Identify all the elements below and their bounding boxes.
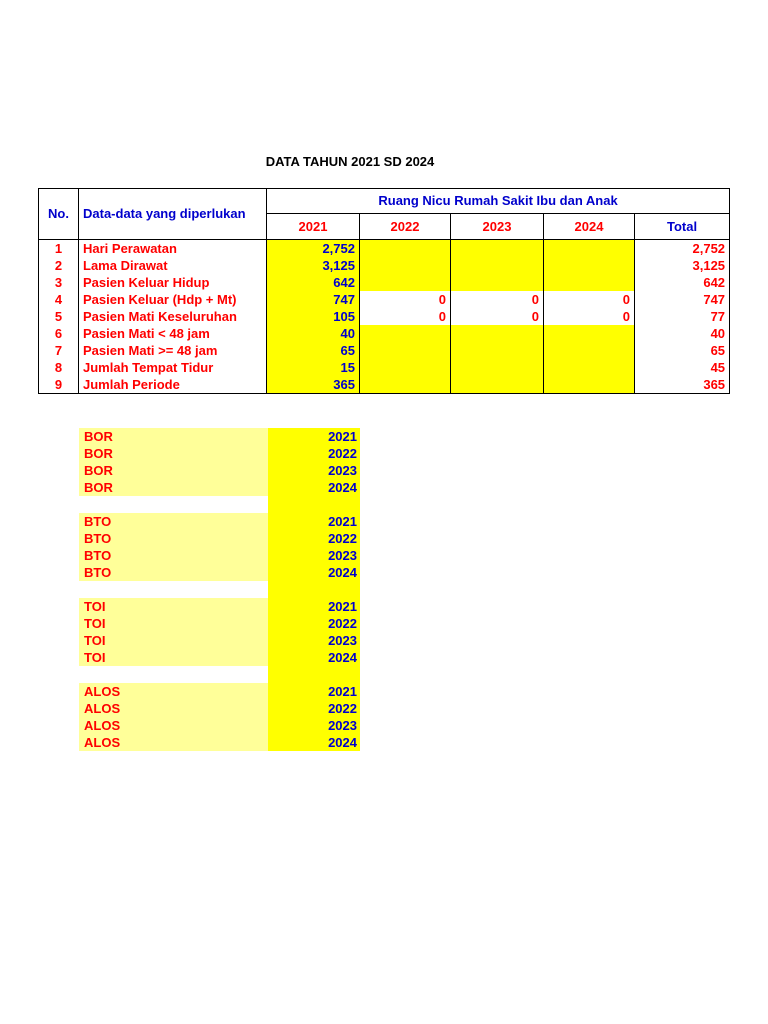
row-total: 3,125	[635, 257, 730, 274]
title-text: DATA TAHUN 2021 SD 2024	[265, 154, 435, 169]
row-value-2022: 0	[360, 291, 451, 308]
row-value-2022	[360, 240, 451, 258]
row-label: Pasien Keluar (Hdp + Mt)	[79, 291, 267, 308]
ratio-label: BTO	[79, 564, 268, 581]
row-no: 5	[39, 308, 79, 325]
table-row	[39, 376, 730, 394]
row-value-2024	[544, 342, 635, 359]
ratio-row	[79, 683, 360, 700]
row-value-2021: 15	[267, 359, 360, 376]
row-no: 7	[39, 342, 79, 359]
ratio-label: ALOS	[79, 700, 268, 717]
header-year-2024: 2024	[544, 214, 635, 240]
ratio-row	[79, 615, 360, 632]
ratio-year: 2023	[268, 632, 360, 649]
row-value-2022: 0	[360, 308, 451, 325]
ratio-year: 2024	[268, 479, 360, 496]
ratio-label: BOR	[79, 428, 268, 445]
ratio-label: BOR	[79, 445, 268, 462]
ratio-spacer	[79, 581, 360, 598]
row-label: Pasien Mati Keseluruhan	[79, 308, 267, 325]
ratio-year: 2023	[268, 547, 360, 564]
row-total: 642	[635, 274, 730, 291]
ratio-year: 2022	[268, 445, 360, 462]
row-value-2024	[544, 240, 635, 258]
ratio-year: 2024	[268, 564, 360, 581]
header-year-2021: 2021	[267, 214, 360, 240]
ratio-row	[79, 717, 360, 734]
header-year-2023: 2023	[451, 214, 544, 240]
row-label: Pasien Keluar Hidup	[79, 274, 267, 291]
row-total: 65	[635, 342, 730, 359]
ratio-year: 2022	[268, 530, 360, 547]
row-value-2021: 65	[267, 342, 360, 359]
row-value-2022	[360, 274, 451, 291]
ratio-label: TOI	[79, 598, 268, 615]
row-value-2024	[544, 325, 635, 342]
ratio-spacer	[79, 666, 360, 683]
ratio-year: 2021	[268, 683, 360, 700]
header-group	[267, 189, 730, 214]
ratio-label: TOI	[79, 632, 268, 649]
table-row	[39, 257, 730, 274]
row-value-2022	[360, 257, 451, 274]
ratio-list	[79, 428, 360, 751]
ratio-row	[79, 479, 360, 496]
table-row	[39, 274, 730, 291]
ratio-label: BTO	[79, 547, 268, 564]
ratio-year: 2021	[268, 428, 360, 445]
ratio-year: 2023	[268, 462, 360, 479]
row-value-2023: 0	[451, 291, 544, 308]
row-label: Lama Dirawat	[79, 257, 267, 274]
row-value-2022	[360, 376, 451, 394]
row-label: Jumlah Periode	[79, 376, 267, 394]
row-no: 9	[39, 376, 79, 394]
row-value-2023	[451, 325, 544, 342]
ratio-label: TOI	[79, 649, 268, 666]
ratio-year: 2021	[268, 513, 360, 530]
row-value-2024: 0	[544, 291, 635, 308]
row-label: Pasien Mati < 48 jam	[79, 325, 267, 342]
row-value-2023	[451, 376, 544, 394]
row-value-2023	[451, 240, 544, 258]
header-total: Total	[635, 214, 730, 240]
ratio-row	[79, 632, 360, 649]
row-value-2024	[544, 257, 635, 274]
ratio-year: 2022	[268, 615, 360, 632]
row-value-2021: 105	[267, 308, 360, 325]
table-body	[39, 240, 730, 394]
ratio-spacer	[79, 496, 360, 513]
ratio-row	[79, 462, 360, 479]
ratio-label: BTO	[79, 513, 268, 530]
row-value-2022	[360, 359, 451, 376]
ratio-year: 2024	[268, 649, 360, 666]
ratio-row	[79, 700, 360, 717]
ratio-label: BTO	[79, 530, 268, 547]
ratio-label: TOI	[79, 615, 268, 632]
row-label: Hari Perawatan	[79, 240, 267, 258]
row-value-2022	[360, 325, 451, 342]
row-value-2024	[544, 376, 635, 394]
ratio-year: 2022	[268, 700, 360, 717]
table-row	[39, 240, 730, 258]
data-table	[38, 188, 730, 394]
row-value-2024: 0	[544, 308, 635, 325]
ratio-label: BOR	[79, 462, 268, 479]
row-total: 45	[635, 359, 730, 376]
header-group-text: Ruang Nicu Rumah Sakit Ibu dan Anak	[378, 193, 618, 208]
row-no: 1	[39, 240, 79, 258]
header-no: No.	[39, 189, 79, 240]
row-value-2021: 40	[267, 325, 360, 342]
ratio-row	[79, 445, 360, 462]
row-total: 747	[635, 291, 730, 308]
ratio-row	[79, 598, 360, 615]
row-value-2021: 3,125	[267, 257, 360, 274]
row-value-2022	[360, 342, 451, 359]
row-no: 6	[39, 325, 79, 342]
header-year-2022: 2022	[360, 214, 451, 240]
row-value-2023: 0	[451, 308, 544, 325]
ratio-year: 2023	[268, 717, 360, 734]
ratio-row	[79, 428, 360, 445]
ratio-row	[79, 513, 360, 530]
header-data: Data-data yang diperlukan	[79, 189, 267, 240]
row-total: 40	[635, 325, 730, 342]
row-value-2024	[544, 274, 635, 291]
ratio-row	[79, 564, 360, 581]
ratio-row	[79, 649, 360, 666]
table-row	[39, 325, 730, 342]
ratio-label: ALOS	[79, 683, 268, 700]
row-label: Pasien Mati >= 48 jam	[79, 342, 267, 359]
row-no: 2	[39, 257, 79, 274]
row-value-2023	[451, 257, 544, 274]
table-row	[39, 308, 730, 325]
row-label: Jumlah Tempat Tidur	[79, 359, 267, 376]
ratio-row	[79, 547, 360, 564]
row-value-2021: 747	[267, 291, 360, 308]
row-no: 4	[39, 291, 79, 308]
ratio-label: ALOS	[79, 717, 268, 734]
page-title	[0, 153, 700, 171]
row-value-2021: 2,752	[267, 240, 360, 258]
ratio-row	[79, 734, 360, 751]
ratio-year: 2024	[268, 734, 360, 751]
ratio-row	[79, 530, 360, 547]
row-value-2023	[451, 342, 544, 359]
ratio-label: ALOS	[79, 734, 268, 751]
row-no: 8	[39, 359, 79, 376]
ratio-label: BOR	[79, 479, 268, 496]
row-total: 2,752	[635, 240, 730, 258]
ratio-year: 2021	[268, 598, 360, 615]
table-row	[39, 342, 730, 359]
row-total: 365	[635, 376, 730, 394]
row-value-2021: 365	[267, 376, 360, 394]
table-row	[39, 359, 730, 376]
row-value-2023	[451, 359, 544, 376]
table-row	[39, 291, 730, 308]
row-value-2024	[544, 359, 635, 376]
row-value-2023	[451, 274, 544, 291]
row-value-2021: 642	[267, 274, 360, 291]
row-no: 3	[39, 274, 79, 291]
row-total: 77	[635, 308, 730, 325]
